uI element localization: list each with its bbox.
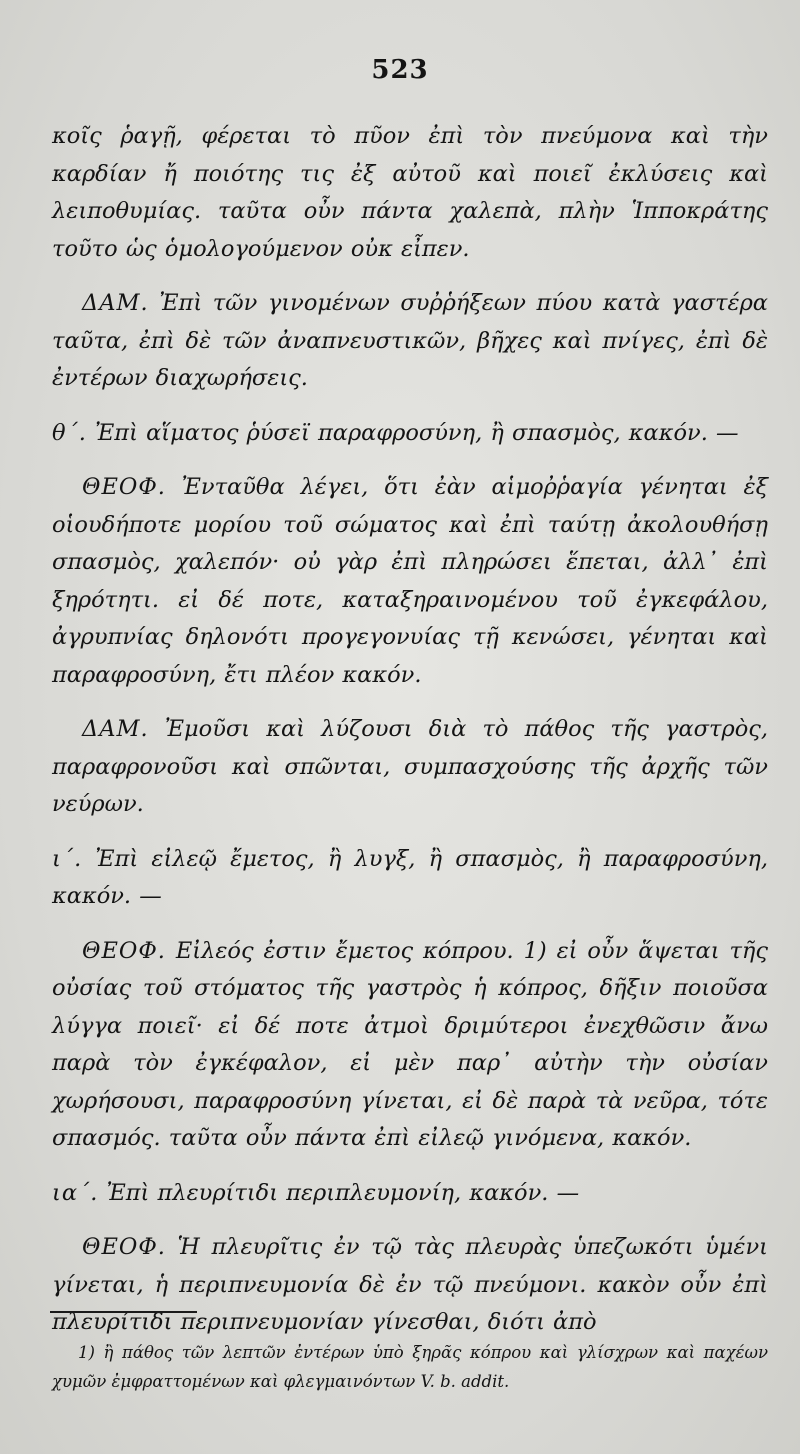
aphorism-number: θ΄. bbox=[52, 419, 87, 446]
speaker-label: ΘΕΟΦ. bbox=[82, 474, 166, 500]
speaker-label: ΘΕΟΦ. bbox=[82, 1234, 166, 1260]
paragraph-theoph-comment bbox=[52, 1229, 768, 1342]
page-body bbox=[52, 118, 768, 1359]
speaker-label: ΔΑΜ. bbox=[82, 716, 149, 742]
aphorism-text: Ἐπὶ πλευρίτιδι περιπλευμονίη, κακόν. — bbox=[106, 1179, 580, 1206]
paragraph-theoph-comment bbox=[52, 933, 768, 1158]
paragraph-text: Ἐνταῦθα λέγει, ὅτι ἐὰν αἱμοῤῥαγία γένηται ἐξ οἱουδήποτε μορίου τοῦ σώματος καὶ ἐπὶ ταύτῃ ἀκολουθήσῃ σπασμὸς, χαλεπόν· οὐ γὰρ ἐπὶ πληρώσει ἕπεται, ἀλλ᾽ ἐπὶ ξηρότητι. εἰ δέ ποτε, καταξηραινομένου τοῦ ἐγκεφάλου, ἀγρυπνίας δηλονότι προγεγονυίας τῇ κενώσει, γένηται καὶ παραφροσύνη, ἔτι πλέον κακόν. bbox=[52, 474, 769, 688]
aphorism-text: Ἐπὶ αἵματος ῥύσεϊ παραφροσύνη, ἢ σπασμὸς, κακόν. — bbox=[95, 419, 739, 446]
aphorism-10 bbox=[52, 841, 768, 916]
paragraph-dam-comment bbox=[52, 711, 768, 824]
paragraph-text: κοῖς ῥαγῇ, φέρεται τὸ πῦον ἐπὶ τὸν πνεύμονα καὶ τὴν καρδίαν ἤ ποιότης τις ἐξ αὐτοῦ καὶ ποιεῖ ἐκλύσεις καὶ λειποθυμίας. ταῦτα οὖν πάντα χαλεπὰ, πλὴν Ἱπποκράτης τοῦτο ὡς ὁμολογούμενον οὐκ εἶπεν. bbox=[52, 123, 768, 262]
paragraph-continuation bbox=[52, 118, 768, 268]
footnote: 1) ἢ πάθος τῶν λεπτῶν ἐντέρων ὑπὸ ξηρᾶς κόπρου καὶ γλίσχρων καὶ παχέων χυμῶν ἐμφραττομένων καὶ φλεγμαινόντων V. b. addit. bbox=[52, 1343, 768, 1391]
speaker-label: ΘΕΟΦ. bbox=[82, 937, 166, 964]
aphorism-11 bbox=[52, 1175, 768, 1213]
paragraph-dam-comment bbox=[52, 285, 768, 398]
aphorism-9 bbox=[52, 415, 768, 453]
aphorism-number: ι΄. bbox=[52, 845, 83, 872]
paragraph-theoph-comment bbox=[52, 469, 768, 694]
paragraph-text: Ἐμοῦσι καὶ λύζουσι διὰ τὸ πάθος τῆς γαστρὸς, παραφρονοῦσι καὶ σπῶνται, συμπασχούσης τῆς ἀρχῆς τῶν νεύρων. bbox=[52, 716, 768, 817]
aphorism-text: Ἐπὶ εἰλεῷ ἔμετος, ἢ λυγξ, ἢ σπασμὸς, ἢ παραφροσύνη, κακόν. — bbox=[52, 845, 769, 909]
speaker-label: ΔΑΜ. bbox=[82, 290, 149, 316]
paragraph-text: Ἡ πλευρῖτις ἐν τῷ τὰς πλευρὰς ὑπεζωκότι ὑμένι γίνεται, ἡ περιπνευμονία δὲ ἐν τῷ πνεύμονι. κακὸν οὖν ἐπὶ πλευρίτιδι περιπνευμονίαν γίνεσθαι, διότι ἀπὸ bbox=[52, 1234, 769, 1335]
page-number: 523 bbox=[371, 55, 429, 85]
aphorism-number: ια΄. bbox=[52, 1179, 99, 1206]
footnote-divider bbox=[50, 1311, 197, 1313]
paragraph-text: Εἰλεός ἐστιν ἔμετος κόπρου. 1) εἰ οὖν ἅψεται τῆς οὐσίας τοῦ στόματος τῆς γαστρὸς ἡ κόπρος, δῆξιν ποιοῦσα λύγγα ποιεῖ· εἰ δέ ποτε ἀτμοὶ δριμύτεροι ἐνεχθῶσιν ἄνω παρὰ τὸν ἐγκέφαλον, εἰ μὲν παρ᾽ αὐτὴν τὴν οὐσίαν χωρήσουσι, παραφροσύνη γίνεται, εἰ δὲ παρὰ τὰ νεῦρα, τότε σπασμός. ταῦτα οὖν πάντα ἐπὶ εἰλεῷ γινόμενα, κακόν. bbox=[52, 937, 768, 1151]
paragraph-text: Ἐπὶ τῶν γινομένων συῤῥήξεων πύου κατὰ γαστέρα ταῦτα, ἐπὶ δὲ τῶν ἀναπνευστικῶν, βῆχες καὶ πνίγες, ἐπὶ δὲ ἐντέρων διαχωρήσεις. bbox=[52, 290, 768, 391]
